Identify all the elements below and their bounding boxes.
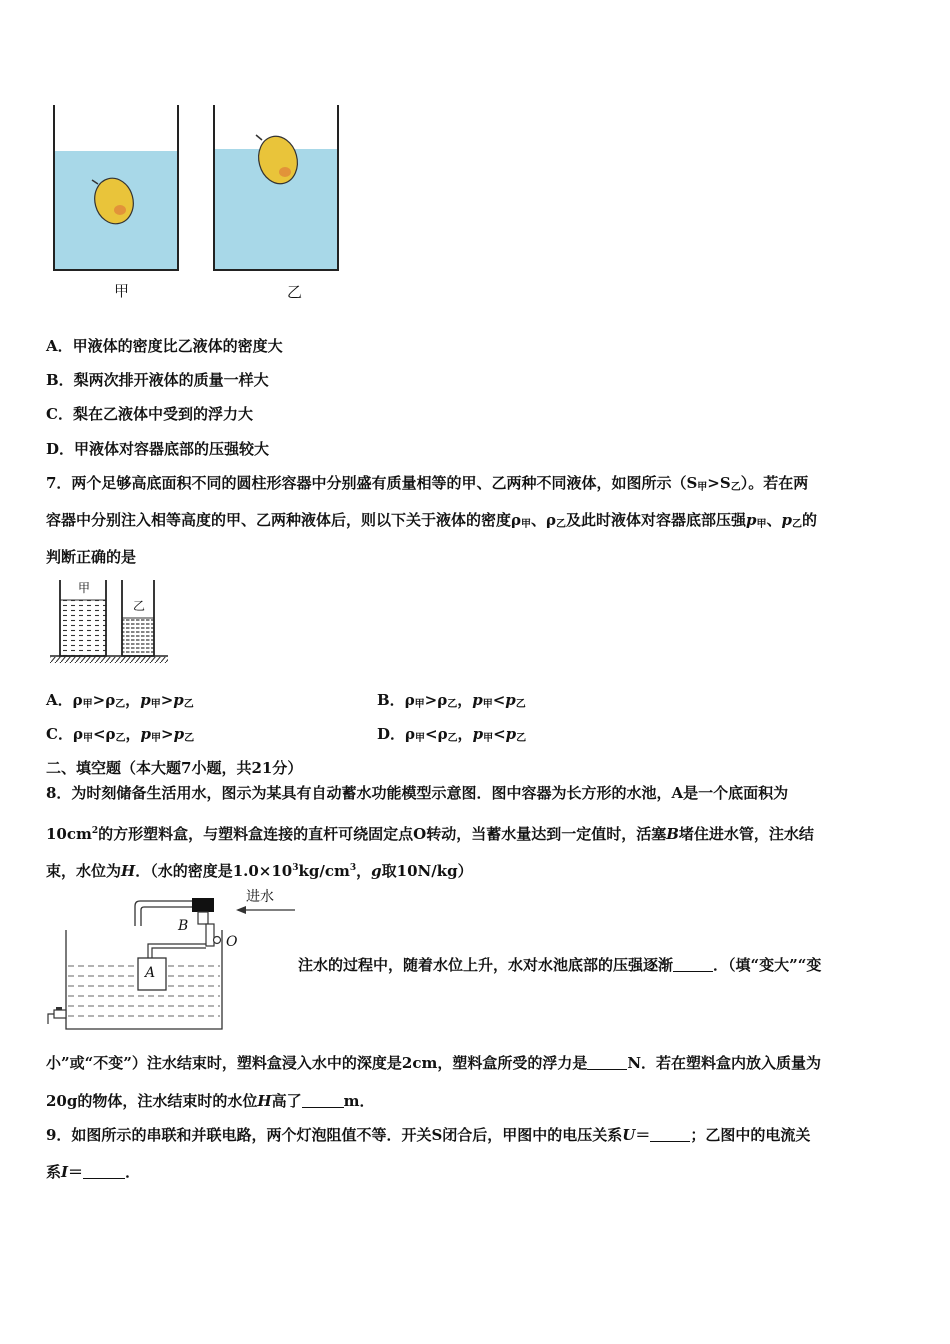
q8-stem-line1: 8．为时刻储备生活用水，图示为某具有自动蓄水功能模型示意图．图中容器为长方形的水池，A是一个底面积为 — [46, 784, 789, 802]
answer-blank-2 — [587, 1055, 627, 1070]
answer-blank-1 — [673, 957, 713, 972]
pivot-o — [214, 937, 221, 944]
q8-stem-line6: 20g的物体，注水结束时的水位H高了 m． — [46, 1092, 375, 1110]
q8-stem-line3: 束，水位为H．（水的密度是$1.0\times 10^3kg/cm^3$，g取10N/kg） — [46, 862, 473, 880]
q6-option-d: D．甲液体对容器底部的压强较大 — [46, 440, 270, 458]
answer-blank-5 — [83, 1164, 125, 1179]
fig-label-a: A — [145, 965, 156, 981]
piston-b — [192, 898, 214, 912]
ground-hatch — [50, 657, 168, 663]
q7-option-a: A．$\rho_甲>\rho_乙$，$p_甲>p_乙$ — [46, 691, 194, 710]
q8-stem-line2: $10cm^2$的方形塑料盒，与塑料盒连接的直杆可绕固定点O转动，当蓄水量达到一定值时，活塞B堵住进水管，注水结 — [46, 825, 814, 843]
q7-stem-line2: 容器中分别注入相等高度的甲、乙两种液体后，则以下关于液体的密度$\rho_甲$、$\rho_乙$及此时液体对容器底部压强$p_甲$、$p_乙$的 — [46, 511, 818, 530]
q6-option-a: A．甲液体的密度比乙液体的密度大 — [46, 337, 283, 355]
q7-option-d: D．$\rho_甲<\rho_乙$，$p_甲<p_乙$ — [377, 725, 527, 744]
section2-heading: 二、填空题（本大题7小题，共21分） — [46, 759, 303, 777]
q7-fig-label-jia: 甲 — [78, 581, 91, 595]
q7-option-c: C．$\rho_甲<\rho_乙$，$p_甲>p_乙$ — [46, 725, 195, 744]
lever-rod — [148, 944, 206, 958]
fig-label-b: B — [178, 918, 189, 934]
container-yi-liquid — [122, 618, 154, 656]
q6-option-b: B．梨两次排开液体的质量一样大 — [46, 371, 269, 389]
water-tank-figure — [40, 884, 302, 1036]
figure1-label-yi: 乙 — [287, 283, 303, 301]
fig-label-inlet: 进水 — [246, 889, 274, 905]
answer-blank-4 — [650, 1127, 690, 1142]
q8-stem-line5: 小”或“不变”）注水结束时，塑料盒浸入水中的深度是2cm，塑料盒所受的浮力是 N．若在塑料盒内放入质量为 — [46, 1054, 822, 1072]
fig-label-o: O — [226, 934, 238, 950]
pear-beakers-figure — [40, 100, 360, 305]
q7-stem-line3: 判断正确的是 — [46, 548, 137, 566]
q7-containers-figure — [46, 578, 172, 664]
q8-stem-line4: 注水的过程中，随着水位上升，水对水池底部的压强逐渐 ．（填“变大”“变 — [298, 956, 822, 974]
q7-option-b: B．$\rho_甲>\rho_乙$，$p_甲<p_乙$ — [377, 691, 526, 710]
rod-support — [206, 924, 214, 946]
q9-stem-line1: 9．如图所示的串联和并联电路，两个灯泡阻值不等．开关S闭合后，甲图中的电压关系U＝ ；乙图中的电流关 — [46, 1126, 811, 1144]
outlet-tap — [54, 1010, 66, 1018]
q9-stem-line2: 系I＝ ． — [46, 1163, 141, 1181]
q7-fig-label-yi: 乙 — [133, 599, 146, 613]
figure1-label-jia: 甲 — [114, 282, 130, 300]
q6-option-c: C．梨在乙液体中受到的浮力大 — [46, 405, 253, 423]
answer-blank-3 — [302, 1093, 344, 1108]
container-jia-liquid — [60, 600, 106, 656]
q7-stem-line1: 7．两个足够高底面积不同的圆柱形容器中分别盛有质量相等的甲、乙两种不同液体，如图所示$(S_甲>S_乙)$。若在两 — [46, 474, 809, 493]
